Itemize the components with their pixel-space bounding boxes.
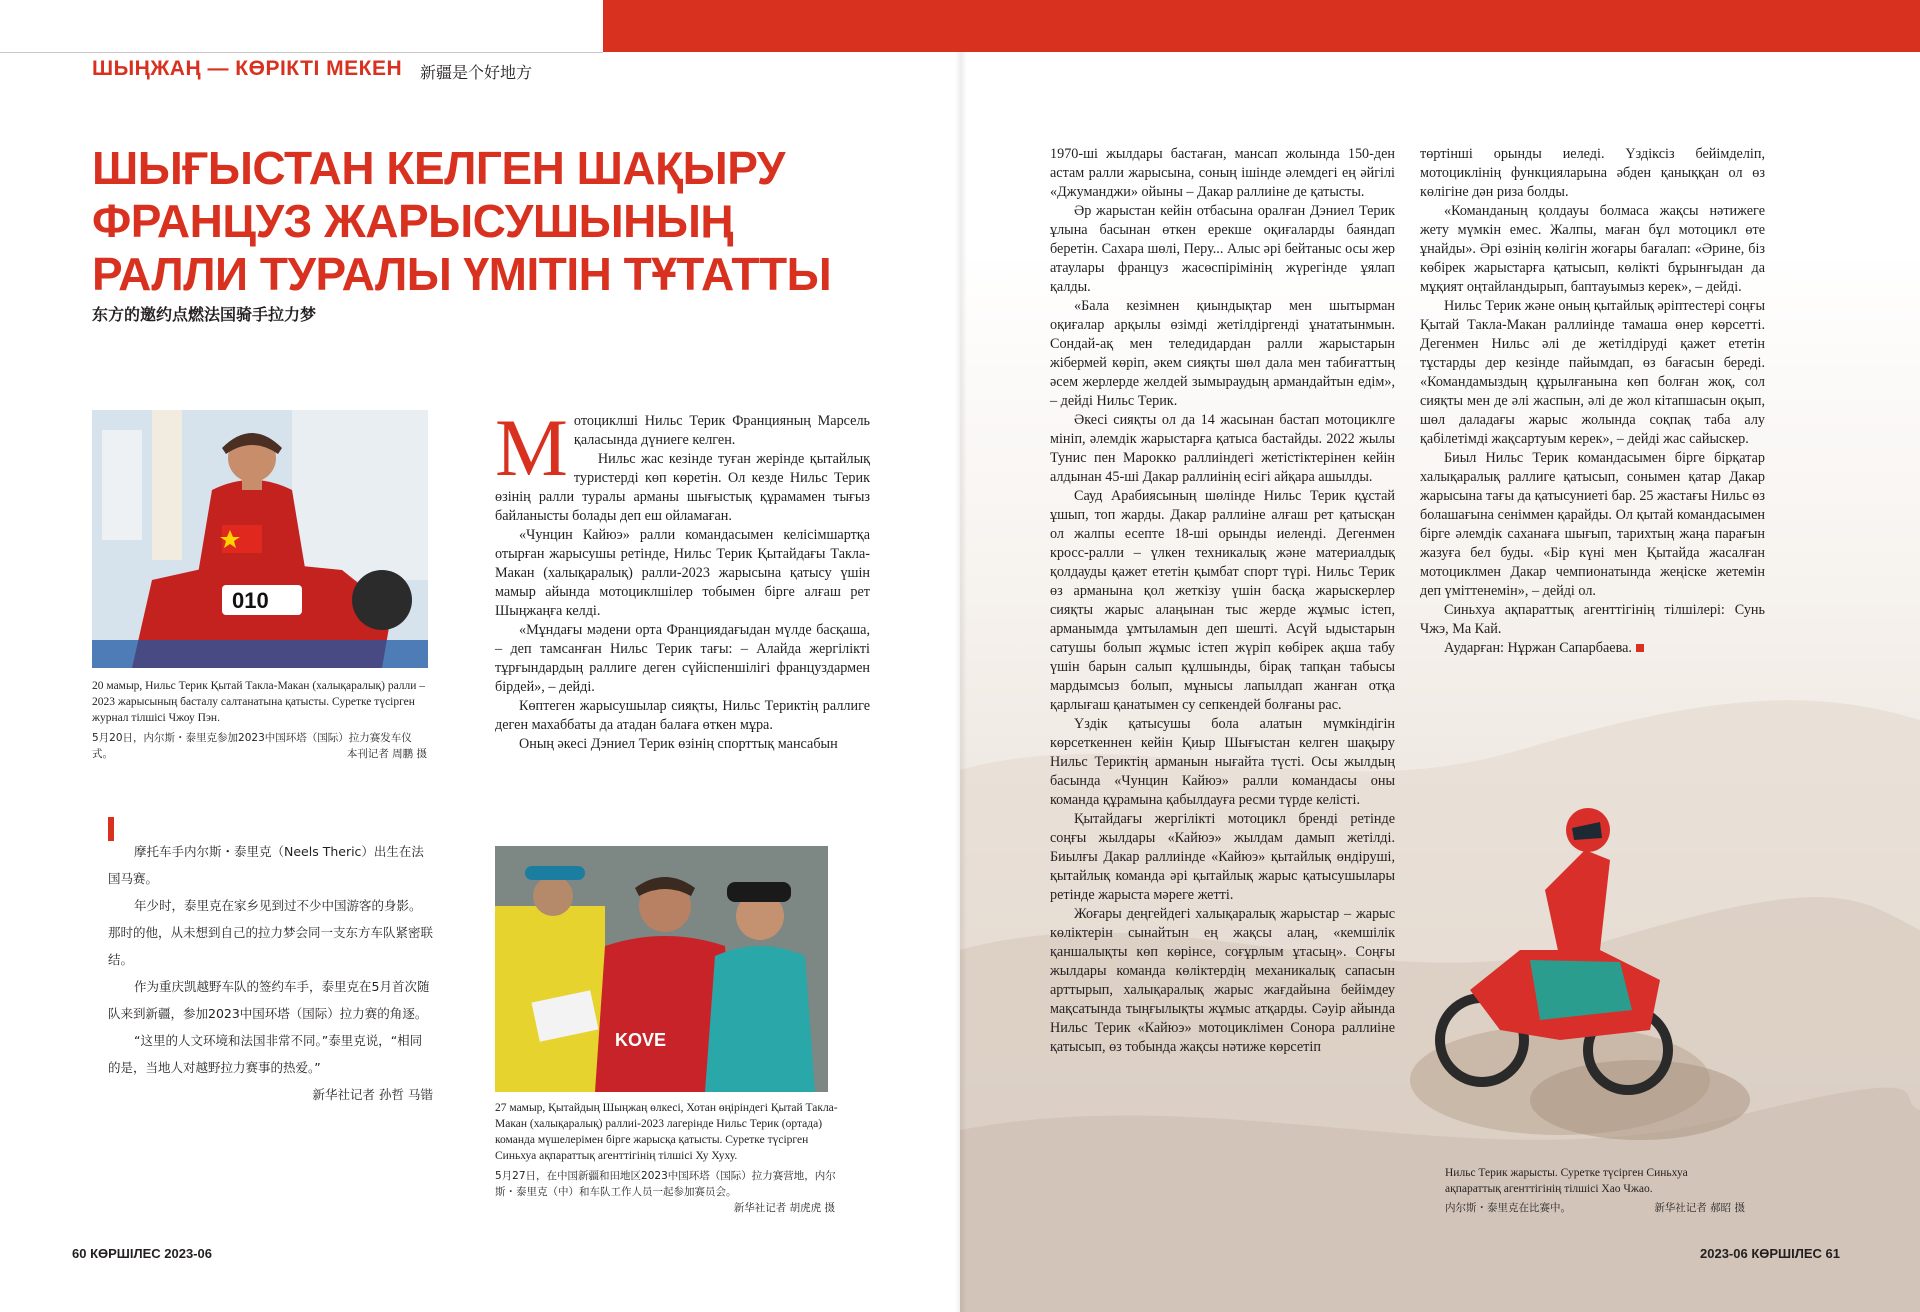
rider-portrait-photo	[92, 410, 428, 668]
photo3-caption: Нильс Терик жарысты. Суретке түсірген Синьхуа ақпараттық агенттігінің тілшісі Хао Чжао.	[1445, 1167, 1688, 1195]
paragraph: Қытайдағы жергілікті мотоцикл бренді ретінде соңғы жылдары «Кайюэ» жылдам дамып жетілді. Биылғы Дакар раллиінде «Кайюэ» қытайлық өндіруші, қытайлық команда әрі қытайлық жарыс қатысушылары ретінде жарыста мәреге жетті.	[1050, 811, 1395, 903]
cn-paragraph: “这里的人文环境和法国非常不同。”泰里克说，“相同的是，当地人对越野拉力赛事的热爱。”	[108, 1033, 423, 1075]
photo3-credit: 新华社记者 郝昭 摄	[1654, 1202, 1745, 1214]
photo1-caption: 20 мамыр, Нильс Терик Қытай Такла-Макан (халықаралық) ралли – 2023 жарысының басталу салтанатына қатысты. Суретке түсірген журнал тілшісі Чжоу Пэн.	[92, 680, 426, 724]
header-rule	[0, 52, 603, 53]
cn-paragraph: 作为重庆凯越野车队的签约车手，泰里克在5月首次随队来到新疆，参加2023中国环塔（国际）拉力赛的角逐。	[108, 979, 430, 1021]
paragraph: Сауд Арабиясының шөлінде Нильс Терик құстай ұшып, топ жарды. Дакар раллиіне алғаш рет қатысқан ол жалпы есепте 18-ші орынды иеленді. Дегенмен кросс-ралли – үлкен техникалық және материалдық қолдауды қажет ететін қымбат спорт түрі. Нильс Терик өз арманына қол жеткізу үшін басқа жарыскерлер сияқты жарыс алаңынан тыс жерде жұмыс істеп, арманымда ұмтыламын деп шешті. Асүй ыдыстарын сатушы болып жұмыс істеп жүріп көбірек ақша табу үшін барын салып құлшынды, бірақ тапқан табысы мардымсыз болып, мұнысы лапылдап жанған отқа қарлығаш қанатымен су сепкендей болғаны рас.	[1050, 488, 1395, 713]
paragraph: Әкесі сияқты ол да 14 жасынан бастап мотоциклге мініп, әлемдік жарыстарға қатыса бастайды. 2022 жылы Тунис пен Марокко раллиіндегі жетістіктерінен кейін алдынан 45-ші Дакар раллиінің есігі айқара ашылды.	[1050, 412, 1395, 485]
paragraph: Үздік қатысушы бола алатын мүмкіндігін көрсеткеннен кейін Қиыр Шығыстан келген шақыру Нильс Териктің арманын нығайта түсті. Осы жылдың басында «Чунцин Кайюэ» ралли командасы оны команда құрамына қабылдауға ресми түрде келісті.	[1050, 716, 1395, 808]
paragraph: Биыл Нильс Терик командасымен бірге бірқатар халықаралық раллиге қатысып, сонымен қатар Дакар жарысына тағы да қатысуниеті бар. 25 жастағы Нильс өз болашағына сеніммен қарайды. Ол қытай командасымен бірге әлемдік саханаға шығып, тарихтың жаңа парағын жазуға бел буды. «Бір күні мен Қытайда жасалған мотоциклмен Дакар чемпионатында жеңіске жетемін деп үміттенемін», – дейді ол.	[1420, 450, 1765, 599]
paragraph: «Мұндағы мәдени орта Франциядағыдан мүлде басқаша, – деп тамсанған Нильс Терик тағы: – Алайда жергілікті тұрғындардың раллиге деген сүйіспеншілігі француздармен бірдей», – дейді.	[495, 622, 870, 695]
paragraph: төртінші орынды иеледі. Үздіксіз бейімделіп, мотоциклінің функцияларына әбден қаныққан ол өз көлігіне дән риза болды.	[1420, 146, 1765, 200]
drop-cap: М	[495, 402, 568, 493]
cn-summary-credit: 新华社记者 孙哲 马锴	[312, 1087, 433, 1102]
cn-paragraph: 摩托车手内尔斯・泰里克（Neels Theric）出生在法国马赛。	[108, 844, 424, 886]
paragraph: «Чунцин Кайюэ» ралли командасымен келісімшартқа отырған жарысушы ретінде, Нильс Терик Қытайдағы Такла-Макан (халықаралық) ралли-2023 жарысына қатысу үшін мамыр айында мотоциклшілер тобымен бірге алғаш рет Шыңжаңға келді.	[495, 527, 870, 619]
cn-paragraph: 年少时，泰里克在家乡见到过不少中国游客的身影。那时的他，从未想到自己的拉力梦会同一支东方车队紧密联结。	[108, 898, 434, 967]
header-accent-band	[603, 0, 1920, 52]
section-title-cn: 新疆是个好地方	[420, 63, 533, 82]
byline: Синьхуа ақпараттық агенттігінің тілшілері: Сунь Чжэ, Ма Кай.	[1420, 602, 1765, 637]
article-column-2	[495, 402, 870, 754]
photo2-caption-cn: 5月27日，在中国新疆和田地区2023中国环塔（国际）拉力赛营地，内尔斯・泰里克（中）和车队工作人员一起参加赛员会。	[495, 1170, 836, 1198]
section-title: ШЫҢЖАҢ — КӨРІКТІ МЕКЕН	[92, 57, 403, 80]
translator-credit	[1420, 639, 1765, 658]
article-headline	[92, 142, 832, 301]
headline-line: ШЫҒЫСТАН КЕЛГЕН ШАҚЫРУ	[92, 142, 785, 194]
paragraph: «Команданың қолдауы болмаса жақсы нәтижеге жету мүмкін емес. Жалпы, маған бұл мотоцикл өте ұнайды». Әрі өзінің көлігін жоғары бағалап: «Әрине, біз көбірек жарыстарға қатысып, көлікті бұрынғыдан да мұқият оңтайландырып, баптауымыз керек», – дейді.	[1420, 203, 1765, 295]
photo3-caption-cn: 内尔斯・泰里克在比赛中。	[1445, 1202, 1571, 1214]
page-gutter	[955, 0, 967, 1312]
photo1-caption-cn: 5月20日，内尔斯・泰里克参加2023中国环塔（国际）拉力赛发车仪式。	[92, 732, 412, 760]
paragraph: «Бала кезімнен қиындықтар мен шытырман оқиғалар арқылы өзімді жетілдіргенді ұнататынмын. Сондай-ақ мен теледидардан ралли жарыстарын жібермей көріп, әкем сияқты шөл дала мен табиғаттың әсем жерлерде желдей зымыраудың армандайтын едім», – дейді Нильс Терик.	[1050, 298, 1395, 409]
paragraph: отоциклші Нильс Терик Францияның Марсель қаласында дүниеге келген.	[573, 413, 870, 448]
paragraph: Нильс Терик және оның қытайлық әріптестері соңғы Қытай Такла-Макан раллиінде тамаша өнер көрсетті. Дегенмен Нильс әлі де жетілдіруді қажет ететін тұстарды дер кезінде пайымдап, өз бағасын береді. «Командамыздың құрылғанына көп болған жоқ, сол сияқты мен де әлі жаспын, әлі де жол кітапшасын оқып, шөл даладағы жарыс жолында соқпақ таба алу қабілетімді жақсартуым керек», – дейді жас сайыскер.	[1420, 298, 1765, 447]
article-column-3	[1050, 145, 1395, 1057]
paragraph: Жоғары деңгейдегі халықаралық жарыстар – жарыс көліктерін сынайтын ең жақсы алаң, «кемшілік қаншалықты көп көрінсе, соғұрлым ұтасың». Соңғы жылдары команда көліктердің механикалық сапасын арттырып, халықаралық жарыс жағдайына бейімдеу мақсатында тыңғылықты жұмыс атқарды. Сәуір айында Нильс Терик «Кайюэ» мотоциклімен Сонора раллиіне қатысып, өз тобында жақсы нәтиже көрсетіп	[1050, 906, 1395, 1055]
paragraph: 1970-ші жылдары бастаған, мансап жолында 150-ден астам ралли жарысына, соның ішінде әлемдегі ең әйгілі «Джуманджи» ойыны – Дакар раллиіне де қатысты.	[1050, 146, 1395, 200]
paragraph: Көптеген жарысушылар сияқты, Нильс Териктің раллиге деген махаббаты да атадан балаға өткен мұра.	[495, 698, 870, 733]
headline-line: ФРАНЦУЗ ЖАРЫСУШЫНЫҢ	[92, 195, 734, 247]
team-meeting-photo	[495, 846, 828, 1092]
page-footer-left: 60 КӨРШІЛЕС 2023-06	[72, 1246, 212, 1261]
photo2-credit: 新华社记者 胡虎虎 摄	[733, 1202, 835, 1214]
page-footer-right: 2023-06 КӨРШІЛЕС 61	[1700, 1246, 1840, 1261]
cn-summary	[108, 838, 433, 1108]
photo1-credit: 本刊记者 周鹏 摄	[346, 748, 427, 760]
photo2-caption: 27 мамыр, Қытайдың Шыңжаң өлкесі, Хотан өңіріндегі Қытай Такла-Макан (халықаралық) раллиі-2023 лагерінде Нильс Терик (ортада) команда мүшелерімен бірге жарысқа қатысты. Суретке түсірген Синьхуа ақпараттық агенттігінің тілшісі Ху Хуху.	[495, 1102, 838, 1162]
headline-line: РАЛЛИ ТУРАЛЫ ҮМІТІН ТҰТАТТЫ	[92, 248, 832, 300]
end-mark	[1636, 644, 1644, 652]
svg-text:KOVE: KOVE	[615, 1030, 667, 1050]
article-subtitle-cn: 东方的邀约点燃法国骑手拉力梦	[92, 305, 317, 324]
paragraph: Оның әкесі Дэниел Терик өзінің спорттық мансабын	[519, 736, 838, 752]
paragraph: Нильс жас кезінде туған жерінде қытайлық туристерді көп көретін. Ол кезде Нильс Терик өзінің ралли туралы арманы шығыстық құрамамен тығыз байланысты болады деп еш ойламаған.	[495, 451, 870, 524]
translator-text: Аударған: Нұржан Сапарбаева.	[1444, 640, 1632, 656]
paragraph: Әр жарыстан кейін отбасына оралған Дэниел Терик ұлына басынан өткен ерекше оқиғаларды баяндап беретін. Сахара шөлі, Перу... Алыс әрі бейтаныс осы жер атаулары француз жасөспірімінің жүрегінде ұялап қалды.	[1050, 203, 1395, 295]
article-column-4	[1420, 145, 1765, 658]
svg-text:010: 010	[232, 588, 269, 613]
